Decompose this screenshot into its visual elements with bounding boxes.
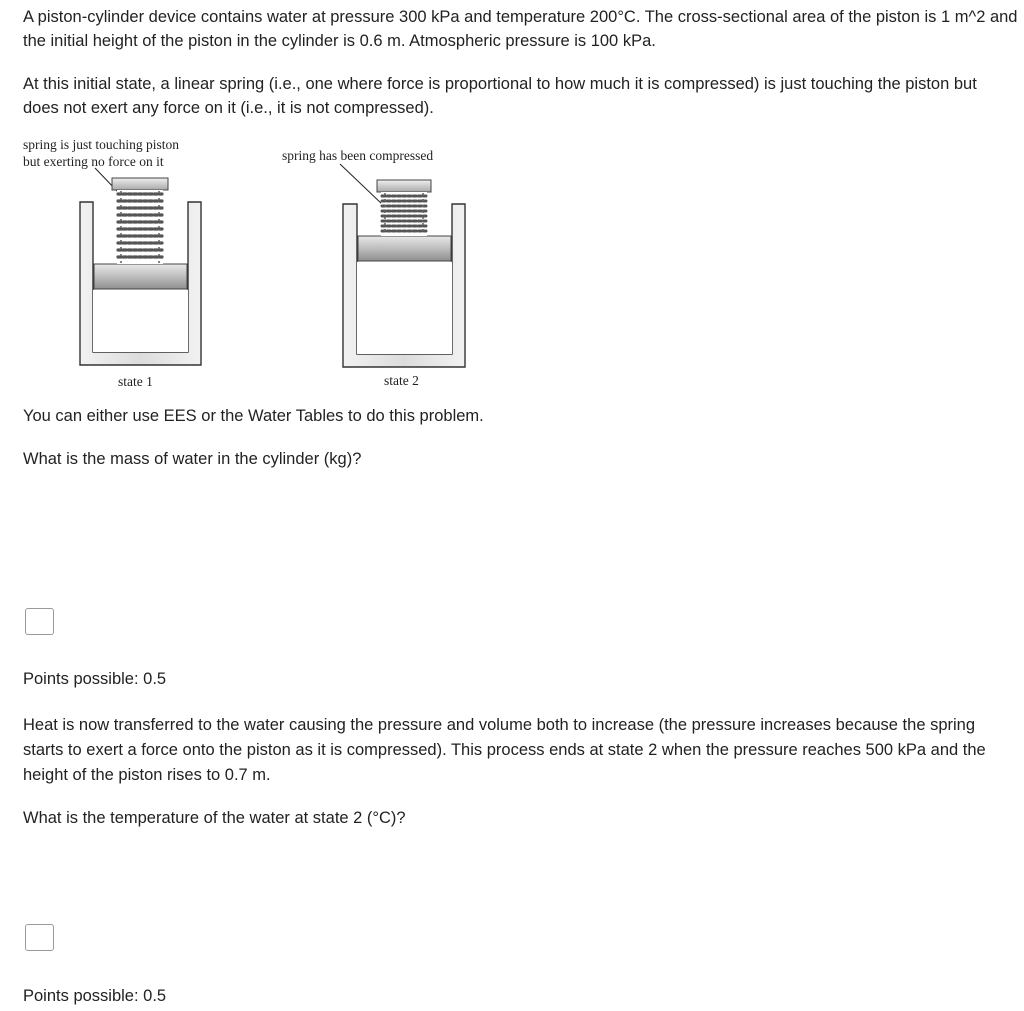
question-temperature: What is the temperature of the water at state 2 (°C)? [23,809,406,827]
state2-piston [358,236,451,261]
question-mass: What is the mass of water in the cylinder (kg)? [23,450,362,468]
answer-input-mass[interactable] [25,608,54,635]
heat-process-description: Heat is now transferred to the water causing the pressure and volume both to increase (the pressure increases because the spring starts to exert a force onto the piston as it is compressed). This process ends at state 2 when the pressure reaches 500 kPa and the height of the piston rises to 0.7 m. [23,716,986,784]
state1-spring-plate [112,178,168,190]
state2-label: state 2 [384,373,419,388]
state1-label: state 1 [118,374,153,389]
points-possible-mass: Points possible: 0.5 [23,670,167,688]
state2-callout: spring has been compressed [282,148,434,163]
points-possible-temperature: Points possible: 0.5 [23,987,167,1005]
tables-note: You can either use EES or the Water Tables to do this problem. [23,407,484,425]
spring-description: At this initial state, a linear spring (i.e., one where force is proportional to how much it is compressed) is just touching the piston but does not exert any force on it (i.e., it is not compressed). [23,75,977,117]
state1-spring [117,190,163,264]
state2-spring [381,192,427,236]
piston-cylinder-figure [0,130,500,400]
state1-piston [94,264,187,289]
answer-input-temperature[interactable] [25,924,54,951]
problem-intro: A piston-cylinder device contains water at pressure 300 kPa and temperature 200°C. The cross-sectional area of the piston is 1 m^2 and the initial height of the piston in the cylinder is 0.6 m. Atmospheric pressure is 100 kPa. [23,8,1018,50]
state1-callout-line1: spring is just touching piston [23,137,180,152]
state2-spring-plate [377,180,431,192]
state1-callout-line2: but exerting no force on it [23,154,164,169]
